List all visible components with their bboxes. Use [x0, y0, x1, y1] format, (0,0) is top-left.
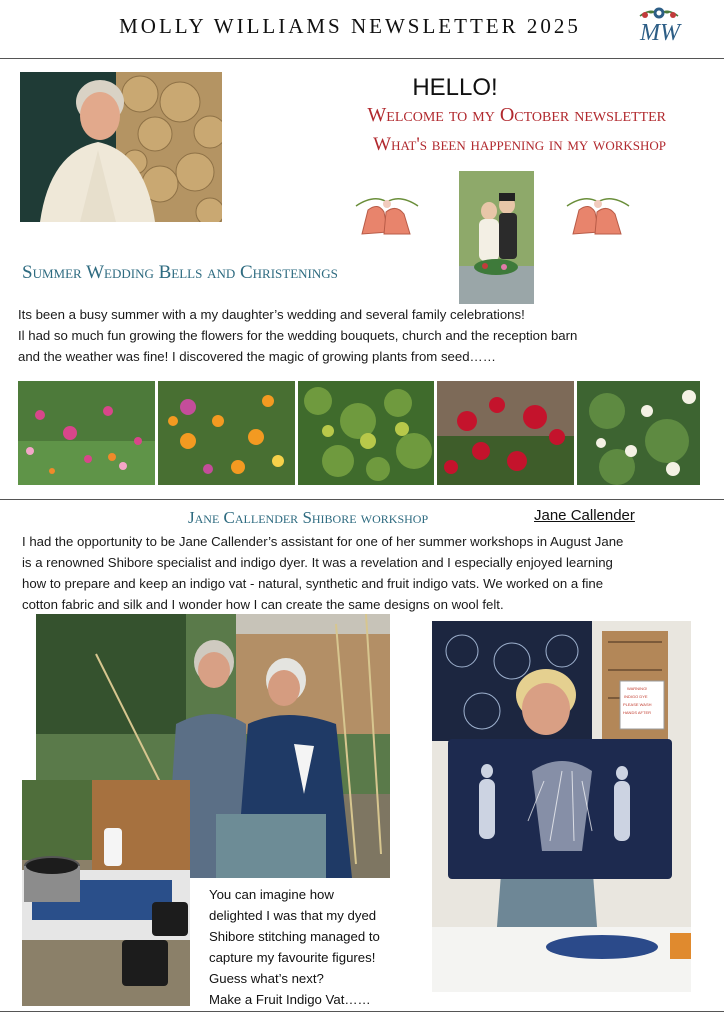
paragraph-line: Il had so much fun growing the flowers for the wedding bouquets, church and the reception barn — [18, 328, 578, 343]
caption-line: Guess what’s next? — [209, 971, 324, 986]
caption-line: capture my favourite figures! — [209, 950, 376, 965]
wedding-heading: Summer Wedding Bells and Christenings — [22, 262, 338, 283]
poster-line: HANDS AFTER — [623, 710, 652, 715]
portrait-photo — [20, 72, 222, 222]
shibore-caption — [209, 884, 419, 1010]
section-divider — [0, 499, 724, 500]
footer-divider — [0, 1011, 724, 1012]
wedding-bells-icon — [354, 192, 420, 240]
poster-line: PLEASE WASH — [623, 702, 652, 707]
paragraph-line: and the weather was fine! I discovered the magic of growing plants from seed…… — [18, 349, 496, 364]
shibore-heading: Jane Callender Shibore workshop — [188, 508, 429, 527]
newsletter-title: MOLLY WILLIAMS NEWSLETTER 2025 — [119, 14, 581, 38]
paragraph-line: I had the opportunity to be Jane Callender’s assistant for one of her summer workshops in August Jane — [22, 534, 624, 549]
shibore-paragraph — [22, 531, 722, 615]
paragraph-line: cotton fabric and silk and I wonder how I can create the same designs on wool felt. — [22, 597, 504, 612]
paragraph-line: Its been a busy summer with a my daughter’s wedding and several family celebrations! — [18, 307, 525, 322]
workshop-subheading: What's been happening in my workshop — [373, 134, 666, 155]
welcome-heading: Welcome to my October newsletter — [367, 104, 666, 126]
caption-line: Make a Fruit Indigo Vat…… — [209, 992, 371, 1007]
poster-line: INDIGO DYE — [624, 694, 648, 699]
red-roses-photo — [437, 381, 574, 485]
caption-line: delighted I was that my dyed — [209, 908, 377, 923]
caption-line: Shibore stitching managed to — [209, 929, 380, 944]
shibore-fabric-photo — [432, 621, 691, 992]
white-roses-photo — [577, 381, 700, 485]
logo-monogram: MW — [640, 20, 680, 46]
paragraph-line: is a renowned Shibore specialist and indigo dyer. It was a revelation and I especially enjoyed learning — [22, 555, 613, 570]
calendula-flowers-photo — [158, 381, 295, 485]
green-foliage-photo — [298, 381, 434, 485]
jane-callender-link[interactable]: Jane Callender — [534, 507, 635, 524]
cake-topper-photo — [459, 171, 534, 304]
paragraph-line: how to prepare and keep an indigo vat - natural, synthetic and fruit indigo vats. We worked on a fine — [22, 576, 604, 591]
header-divider — [0, 58, 724, 59]
wedding-bells-icon — [565, 192, 631, 240]
indigo-vat-photo — [22, 780, 190, 1006]
cosmos-flowers-photo — [18, 381, 155, 485]
poster-line: WARNING! — [627, 686, 648, 691]
caption-line: You can imagine how — [209, 887, 334, 902]
wedding-paragraph — [18, 304, 708, 367]
hello-heading: HELLO! — [412, 74, 498, 101]
